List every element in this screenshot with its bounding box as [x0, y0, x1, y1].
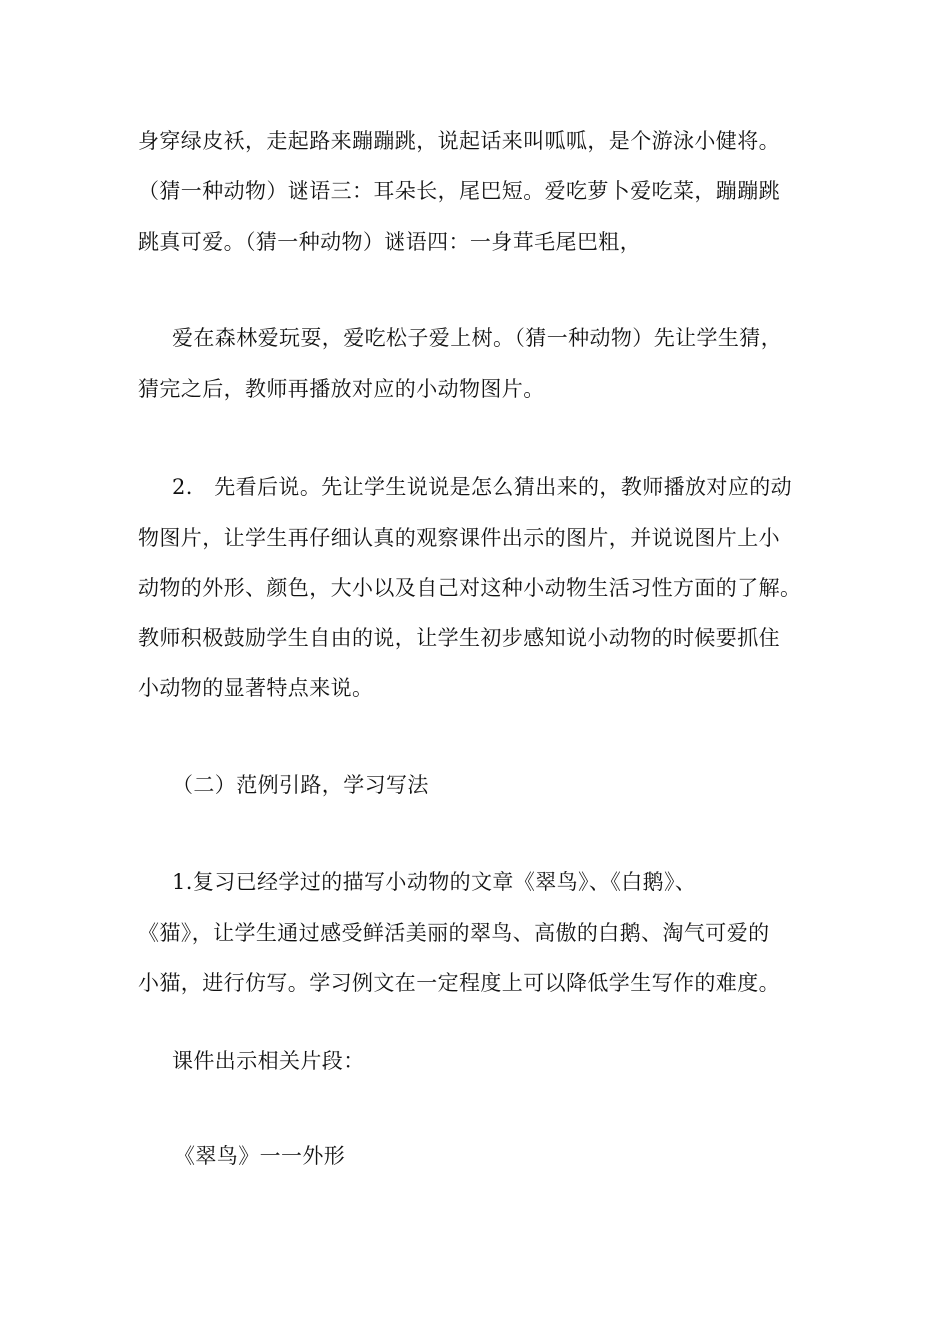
excerpt-title: 《翠鸟》一一外形	[174, 1144, 346, 1168]
text-line: 小猫，进行仿写。学习例文在一定程度上可以降低学生写作的难度。	[138, 971, 780, 995]
text-line: 动物的外形、颜色，大小以及自己对这种小动物生活习性方面的了解。	[138, 576, 802, 600]
paragraph-first-line: 爱在森林爱玩耍，爱吃松子爱上树。（猜一种动物）先让学生猜，	[172, 326, 783, 350]
text-line: （猜一种动物）谜语三：耳朵长，尾巴短。爱吃萝卜爱吃菜，蹦蹦跳	[138, 179, 780, 203]
text-line: 《猫》，让学生通过感受鲜活美丽的翠鸟、高傲的白鹅、淘气可爱的	[138, 921, 770, 945]
text-line: 小动物的显著特点来说。	[138, 676, 374, 700]
paragraph-first-line: 2. 先看后说。先让学生说说是怎么猜出来的，教师播放对应的动	[172, 475, 793, 499]
paragraph-first-line: 课件出示相关片段：	[172, 1049, 365, 1073]
text-line: 身穿绿皮袄，走起路来蹦蹦跳，说起话来叫呱呱，是个游泳小健将。	[138, 129, 780, 153]
paragraph-first-line: 1.复习已经学过的描写小动物的文章《翠鸟》、《白鹅》、	[172, 870, 697, 894]
text-line: 物图片，让学生再仔细认真的观察课件出示的图片，并说说图片上小	[138, 526, 780, 550]
text-line: 跳真可爱。（猜一种动物）谜语四：一身茸毛尾巴粗，	[138, 230, 642, 254]
text-line: 教师积极鼓励学生自由的说，让学生初步感知说小动物的时候要抓住	[138, 626, 780, 650]
text-line: 猜完之后，教师再播放对应的小动物图片。	[138, 377, 545, 401]
section-heading: （二）范例引路，学习写法	[172, 773, 429, 797]
